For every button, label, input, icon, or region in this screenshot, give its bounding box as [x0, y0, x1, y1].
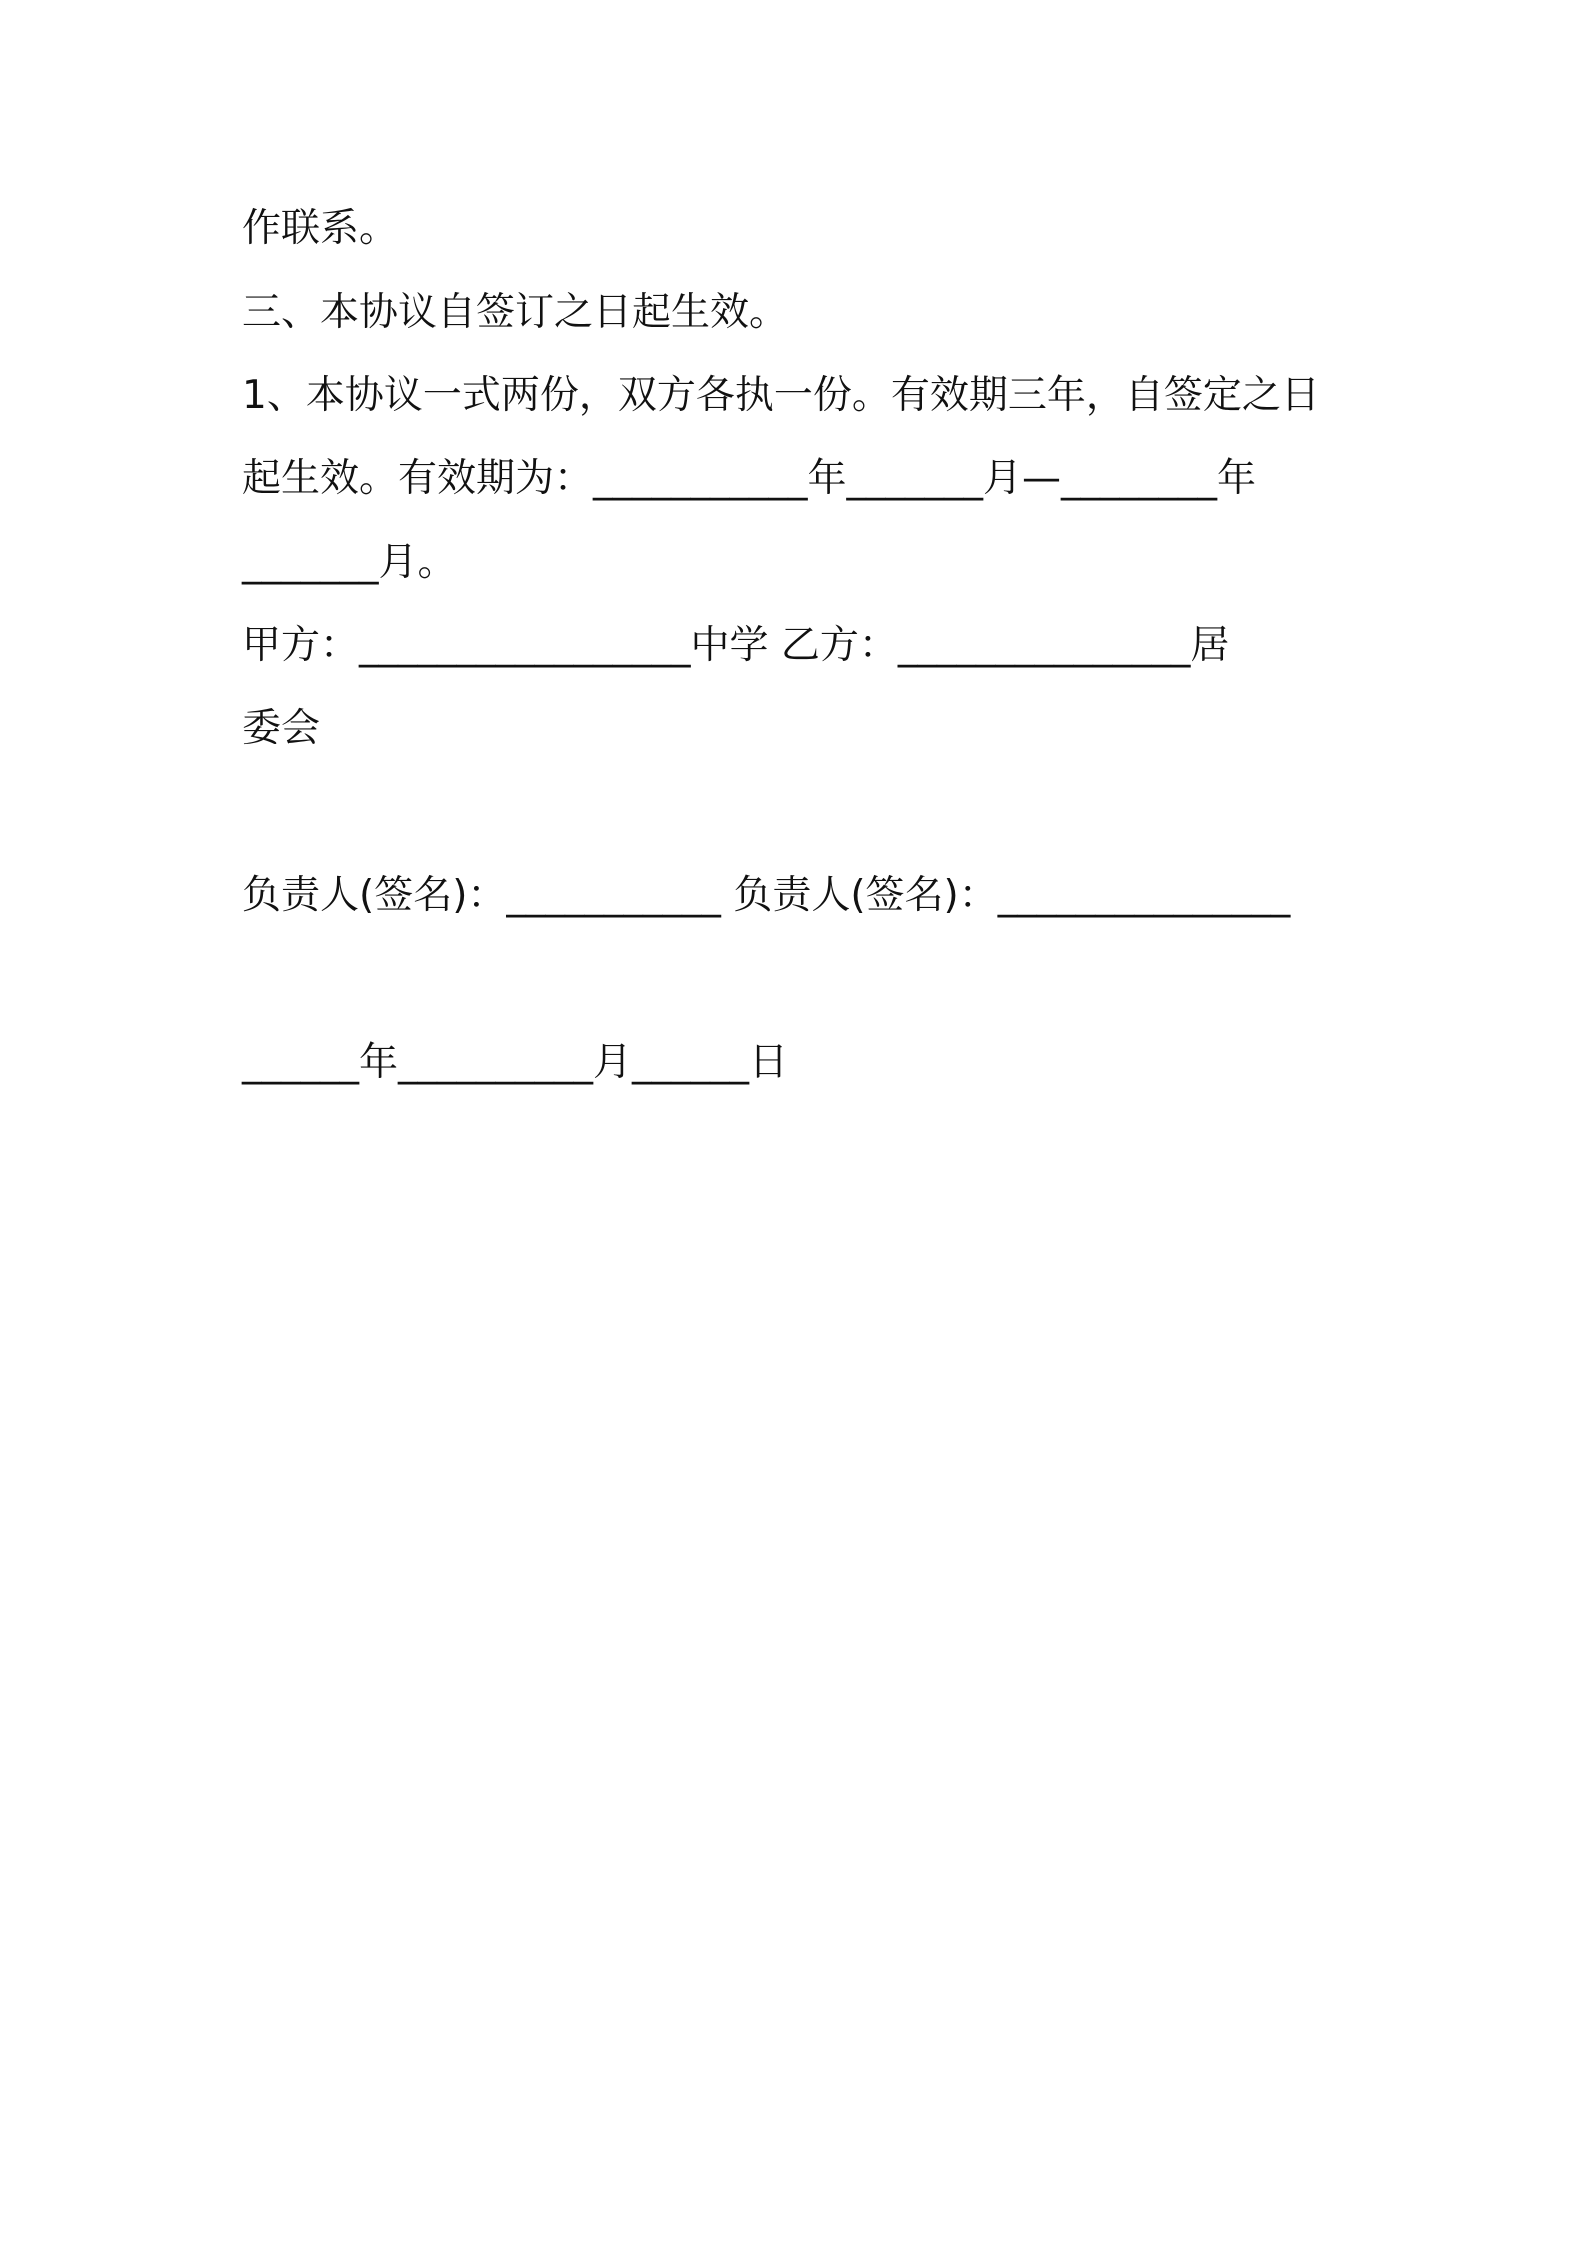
text-line-7: 委会	[242, 706, 321, 751]
text-line-5: _______月。	[242, 540, 457, 585]
text-line-3: 1、本协议一式两份，双方各执一份。有效期三年，自签定之日	[242, 373, 1320, 418]
text-line-9: ______年__________月______日	[242, 1040, 789, 1085]
text-line-1: 作联系。	[242, 206, 399, 251]
text-line-6: 甲方：_________________中学 乙方：_______________居	[242, 623, 1230, 668]
text-line-4: 起生效。有效期为：___________年_______月—________年	[242, 456, 1257, 501]
text-line-8: 负责人(签名)：___________ 负责人(签名)：_______________	[242, 873, 1291, 918]
text-line-2: 三、本协议自签订之日起生效。	[242, 290, 789, 335]
